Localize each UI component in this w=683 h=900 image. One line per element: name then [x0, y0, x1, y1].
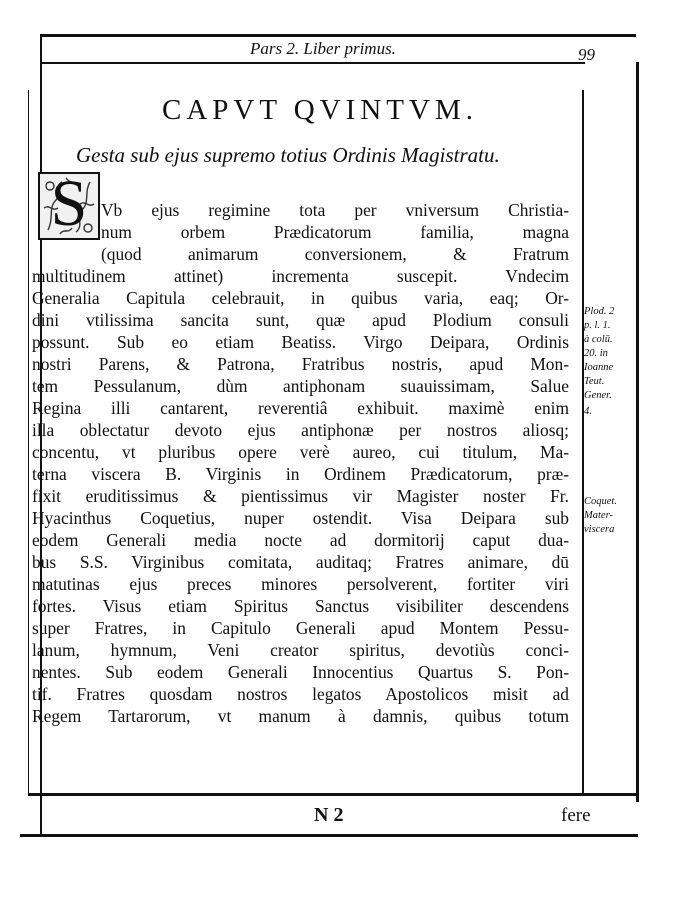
text-line: Regem Tartarorum, vt manum à damnis, quibus totum — [32, 706, 569, 726]
margin-line: Plod. 2 — [584, 306, 615, 317]
text-line: Regina illi cantarent, reverentiâ exhibuit. maximè enim — [32, 398, 569, 418]
margin-line: Coquet. — [584, 496, 617, 507]
text-line: tif. Fratres quosdam nostros legatos Apostolicos misit ad — [32, 684, 569, 704]
margin-line: Mater- — [584, 510, 613, 521]
text-line: illa oblectatur devoto ejus antiphonæ per nostros aliosq; — [32, 420, 569, 440]
bottom-outer-rule — [20, 834, 638, 837]
text-line: matutinas ejus preces minores persolverent, fortiter viri — [32, 574, 569, 594]
text-line: possunt. Sub eo etiam Beatiss. Virgo Deipara, Ordinis — [32, 332, 569, 352]
margin-line: 20. in — [584, 348, 608, 359]
top-outer-rule — [40, 34, 636, 37]
text-line: num orbem Prædicatorum familia, magna — [101, 222, 569, 242]
margin-line: Gener. — [584, 390, 612, 401]
signature-mark: N 2 — [314, 804, 344, 826]
text-line: concentu, vt pluribus opere verè aureo, cui titulum, Ma- — [32, 442, 569, 462]
text-line: dini vtilissima sancita sunt, quæ apud Plodium consuli — [32, 310, 569, 330]
text-line: nentes. Sub eodem Generali Innocentius Quartus S. Pon- — [32, 662, 569, 682]
drop-cap-letter: S — [50, 172, 88, 240]
catchword: fere — [561, 805, 591, 826]
text-line: (quod animarum conversionem, & Fratrum — [101, 244, 569, 264]
text-line: Hyacinthus Coquetius, nuper ostendit. Visa Deipara sub — [32, 508, 569, 528]
text-line: tem Pessulanum, dùm antiphonam suauissimam, Salue — [32, 376, 569, 396]
chapter-title: CAPVT QVINTVM. — [162, 94, 478, 126]
margin-line: Ioanne — [584, 362, 614, 373]
page-number: 99 — [578, 45, 595, 64]
margin-right-rule — [636, 62, 639, 802]
bottom-text-rule — [28, 793, 638, 796]
text-line: nostri Parens, & Patrona, Fratribus nostris, apud Mon- — [32, 354, 569, 374]
margin-line: à colū. — [584, 334, 613, 345]
text-line: super Fratres, in Capitulo Generali apud Montem Pessu- — [32, 618, 569, 638]
text-line: multitudinem attinet) incrementa suscepit. Vndecim — [32, 266, 569, 286]
text-line: Generalia Capitula celebrauit, in quibus varia, eaq; Or- — [32, 288, 569, 308]
chapter-subtitle: Gesta sub ejus supremo totius Ordinis Magistratu. — [76, 143, 500, 167]
margin-line: viscera — [584, 524, 615, 535]
drop-cap-ornament — [38, 172, 100, 240]
margin-line: 4. — [584, 406, 592, 417]
margin-line: Teut. — [584, 376, 605, 387]
text-line: eodem Generali media nocte ad dormitorij caput dua- — [32, 530, 569, 550]
margin-line: p. l. 1. — [584, 320, 611, 331]
header-underline — [40, 62, 585, 64]
text-line: terna viscera B. Virginis in Ordinem Prædicatorum, præ- — [32, 464, 569, 484]
text-line: bus S.S. Virginibus comitata, auditaq; Fratres animare, dū — [32, 552, 569, 572]
text-line: fixit eruditissimus & pientissimus vir Magister noster Fr. — [32, 486, 569, 506]
running-title: Pars 2. Liber primus. — [250, 39, 396, 58]
text-line: Vb ejus regimine tota per vniversum Christia- — [101, 200, 569, 220]
text-frame-right-rule — [582, 90, 584, 796]
text-line: fortes. Visus etiam Spiritus Sanctus visibiliter descendens — [32, 596, 569, 616]
text-frame-left-rule — [28, 90, 29, 795]
text-line: lanum, hymnum, Veni creator spiritus, devotiùs conci- — [32, 640, 569, 660]
